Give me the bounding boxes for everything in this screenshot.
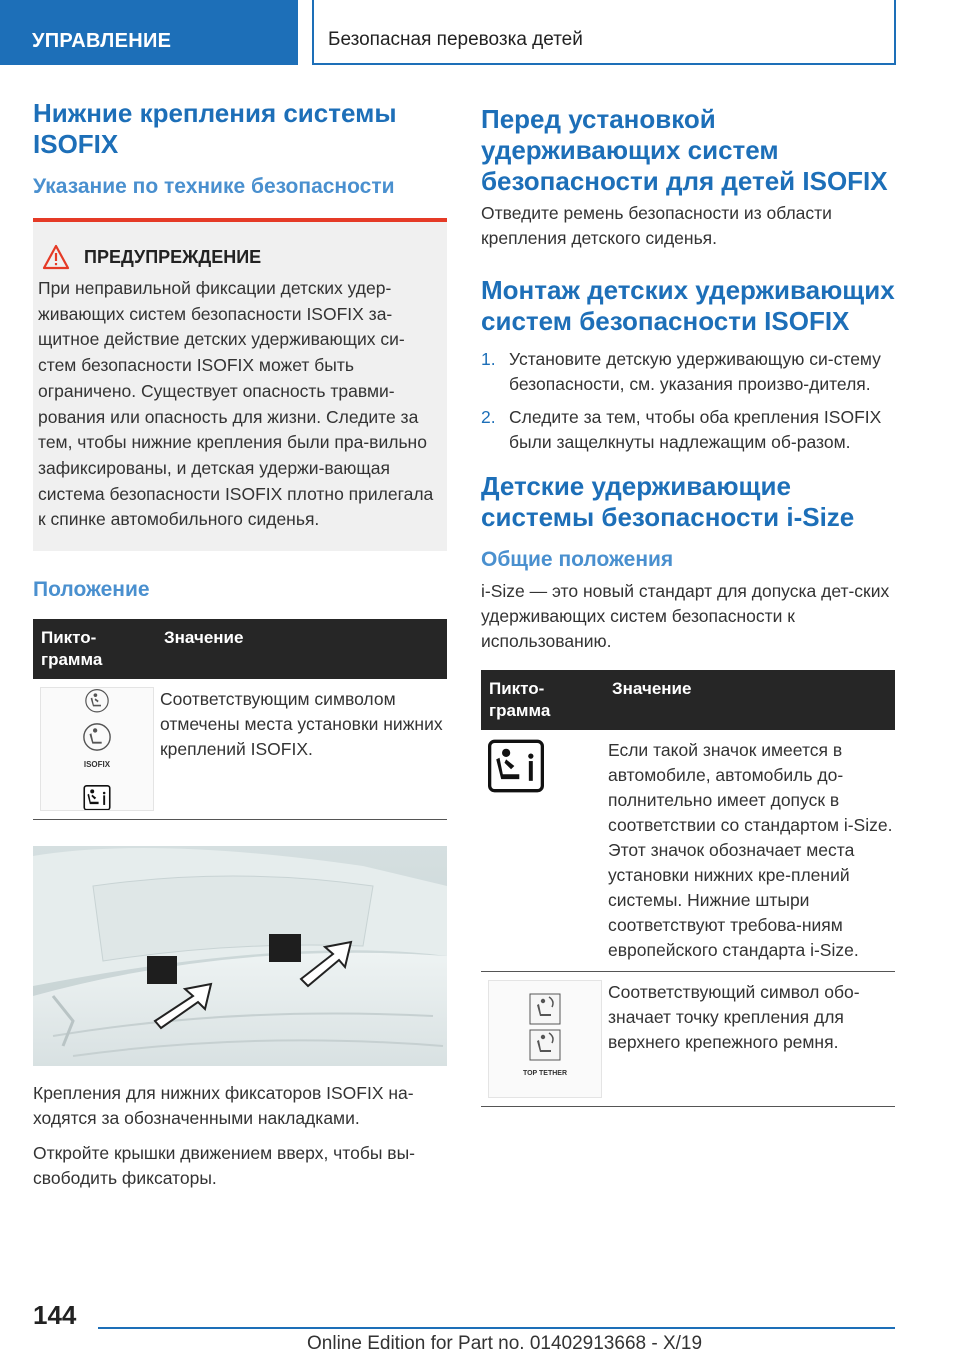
top-tether-labeled-icon [523,1029,567,1086]
isize-pictogram [488,738,546,794]
table-header-pictogram: Пикто-грамма [481,670,604,730]
heading-before-install: Перед установкой удерживающих систем безопасности для детей ISOFIX [481,104,888,196]
isofix-pictogram-group [40,687,154,811]
top-tether-seat-icon [529,993,561,1025]
heading-general: Общие положения [481,548,674,571]
table-header-meaning: Значение [156,619,447,679]
isize-seat-icon [488,738,544,794]
isofix-seat-round-icon [81,688,113,714]
table-row [481,730,895,972]
paragraph-isize: i-Size — это новый стандарт для допуска дет-ских удерживающих систем безопасности к использованию. [481,581,890,651]
pictogram-cell [481,972,604,1107]
warning-box [33,218,447,551]
isize-pictogram-table [481,670,895,1107]
page-header [0,0,960,65]
top-tether-label: TOP TETHER [522,1069,568,1077]
isofix-seat-circle-icon [82,722,112,752]
isofix-pictogram-table [33,619,447,820]
mounting-steps [481,347,895,455]
top-tether-seat-labeled-icon [529,1029,561,1061]
table-header-pictogram: Пикто-грамма [33,619,156,679]
footer-edition: Online Edition for Part no. 01402913668 - X/19 [307,1333,703,1354]
isofix-seat-photo [33,846,447,1066]
paragraph-anchor-location: Крепления для нижних фиксаторов ISOFIX на-ходятся за обозначенными накладками. [33,1083,414,1129]
left-column [33,98,447,1191]
warning-header [42,244,437,270]
list-item [481,347,895,397]
page-number: 144 [33,1300,77,1330]
table-header-meaning: Значение [604,670,895,730]
step-number: 1. [481,349,496,369]
heading-mounting: Монтаж детских удерживающих систем безопасности ISOFIX [481,275,895,336]
isofix-labeled-icon [82,722,112,777]
section-tab: УПРАВЛЕНИЕ [0,0,298,65]
paragraph-before-install: Отведите ремень безопасности из области крепления детского сиденья. [481,203,832,248]
warning-title: ПРЕДУПРЕЖДЕНИЕ [84,246,262,267]
footer-divider [98,1327,895,1329]
warning-triangle-icon [42,244,70,270]
pictogram-cell [33,679,156,820]
warning-text: При неправильной фиксации детских удер-живающих систем безопасности ISOFIX за-щитное действие детских удерживающих си-стем безопасности ISOFIX может быть ограничено. Существует опасность травми-рования или опасность для жизни. Следите за тем, чтобы нижние крепления были пра-вильно зафиксированы, и детская удержи-вающая система безопасности ISOFIX плотно прилегала к спинке автомобильного сиденья. [38,278,434,530]
meaning-cell: Если такой значок имеется в автомобиле, автомобиль до-полнительно имеет допуск в соответствии со стандартом i-Size. Этот значок обозначает места установки нижних кре-плений системы. Нижние штыри соответствуют требова-ниям европейского стандарта i-Size. [604,730,895,972]
table-row [33,679,447,820]
top-tether-pictogram-group [488,980,602,1098]
paragraph-open-covers: Откройте крышки движением вверх, чтобы вы-свободить фиксаторы. [33,1143,416,1189]
heading-isofix-lower-anchors: Нижние крепления системы ISOFIX [33,98,397,159]
isofix-seat-square-icon [80,785,114,811]
meaning-cell: Соответствующий символ обо-значает точку крепления для верхнего крепежного ремня. [604,972,895,1107]
right-column [481,104,895,1107]
chapter-title: Безопасная перевозка детей [312,0,896,65]
heading-position: Положение [33,578,150,602]
pictogram-cell [481,730,604,972]
heading-safety-note: Указание по технике безопасности [33,175,395,198]
step-text: Следите за тем, чтобы оба крепления ISOFIX были защелкнуты надлежащим об-разом. [509,407,882,452]
heading-isize: Детские удерживающие системы безопасности i-Size [481,471,855,532]
step-number: 2. [481,407,496,427]
list-item [481,405,895,455]
step-text: Установите детскую удерживающую си-стему безопасности, см. указания произво-дителя. [509,349,881,394]
meaning-cell: Соответствующим символом отмечены места установки нижних креплений ISOFIX. [156,679,447,820]
isofix-label: ISOFIX [83,759,111,769]
table-row [481,972,895,1107]
